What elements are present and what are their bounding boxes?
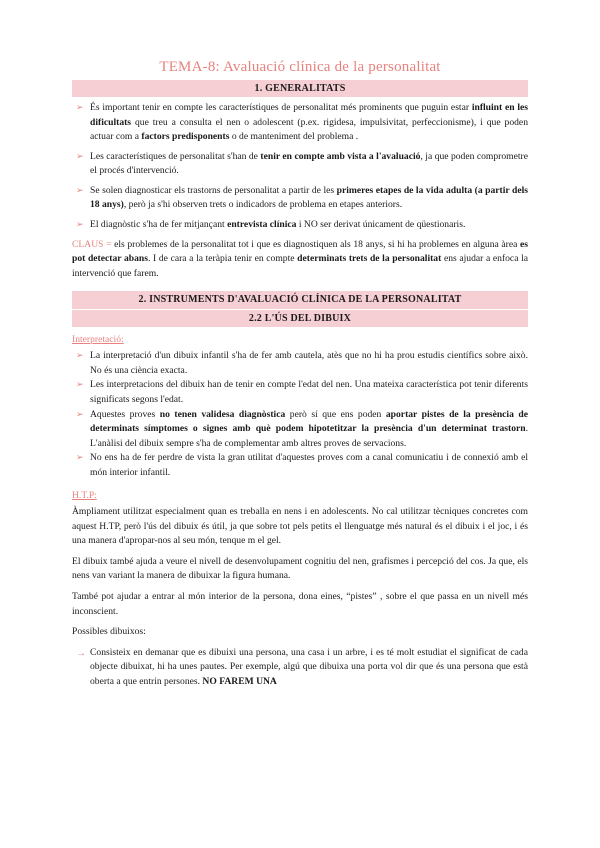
arrow-bullet-icon: ➢ [76,184,84,195]
interpretacio-label: Interpretació: [72,333,124,345]
list-item: ➢ Les interpretacions del dibuix han de tenir en compte l'edat del nen. Una mateixa característica pot tenir diferents significats segons l'edat. [76,379,528,406]
list-item: ➢ La interpretació d'un dibuix infantil s'ha de fer amb cautela, atès que no hi ha prou estudis científics sobre això. No és una ciència exacta. [76,350,528,376]
claus-paragraph: CLAUS = els problemes de la personalitat tot i que es diagnostiquen als 18 anys, si hi ha problemes en alguna àrea es pot detectar abans. I de cara a la teràpia tenir en compte determinats trets de la personalitat ens ajudar a enfoca la intervenció que farem. [72,238,529,279]
list-item: ➢ Les característiques de personalitat s'han de tenir en compte amb vista a l'avaluació, ja que poden comprometre el procés d'intervenció. [76,150,529,177]
htp-paragraph: Possibles dibuixos: [72,626,146,638]
htp-paragraph: El dibuix també ajuda a veure el nivell de desenvolupament cognitiu del nen, grafismes i percepció del cos. Ja que, els nens van variant la manera de dibuixar la figura humana. [72,555,528,582]
htp-label: H.T.P: [72,489,97,501]
arrow-bullet-icon: ➢ [76,350,84,361]
arrow-bullet-icon: ➢ [76,408,84,419]
arrow-bullet-icon: ➢ [76,452,84,463]
arrow-bullet-icon: ➢ [76,101,84,112]
list-item: ➢ No ens ha de fer perdre de vista la gran utilitat d'aquestes proves com a canal comunicatiu i de connexió amb el món interior infantil. [76,452,528,478]
htp-list [72,646,528,690]
htp-paragraph: Àmpliament utilitzat especialment quan es treballa en nens i en adolescents. No cal utilitzar tècniques concretes com aquest H.TP, però l'ús del dibuix és útil, ja que sobre tot pels petits el llenguatge més natural és el dibuix i el joc, i és una manera d'apropar-nos al seu món, tenque m el gel. [72,506,528,547]
section-2-heading: 2. INSTRUMENTS D'AVALUACIÓ CLÍNICA DE LA PERSONALITAT [72,291,528,308]
arrow-bullet-icon: ➢ [76,219,84,230]
section-2-2-heading: 2.2 L'ÚS DEL DIBUIX [72,310,528,327]
page-title: TEMA-8: Avaluació clínica de la personalitat [159,59,441,75]
list-item: ➢ És important tenir en compte les característiques de personalitat més prominents que puguin estar influint en les dificultats que treu a consulta el nen o adolescent (p.ex. rigidesa, impulsivitat, perfeccionisme), i que poden actuar com a factors predisponents o de manteniment del problema . [76,101,528,143]
list-item: ➢ Se solen diagnosticar els trastorns de personalitat a partir de les primeres etapes de la vida adulta (a partir dels 18 anys), però ja s'hi observen trets o indicadors de problema en etapes anteriors. [76,184,528,211]
list-item: ➢ Aquestes proves no tenen validesa diagnòstica però sí que ens poden aportar pistes de la presència de determinats símptomes o signes amb què podem hipotetitzar la presència d'un determinat trastorn. L'anàlisi del dibuix sempre s'ha de complementar amb altres proves de servacions. [76,408,528,449]
arrow-bullet-icon: ➢ [76,150,84,161]
list-item: → Consisteix en demanar que es dibuixi una persona, una casa i un arbre, i es té molt estudiat el significat de cada objecte dibuixat, hi ha unes pautes. Per exemple, algú que dibuixa una porta vol dir que és una persona que està oberta a que entrin persones. NO FAREM UNA [76,646,528,687]
section-1-list [72,101,528,233]
list-item: ➢ El diagnòstic s'ha de fer mitjançant entrevista clínica i NO ser derivat únicament de qüestionaris. [76,219,466,231]
htp-paragraph: També pot ajudar a entrar al món interior de la persona, dona eines, “pistes” , sobre el que passa en un nivell més inconscient. [72,590,528,617]
arrow-bullet-icon: ➢ [76,379,84,390]
document-page [72,56,528,694]
interpretacio-list [72,349,528,480]
section-1-heading: 1. GENERALITATS [72,80,528,97]
arrow-right-icon: → [76,647,86,659]
